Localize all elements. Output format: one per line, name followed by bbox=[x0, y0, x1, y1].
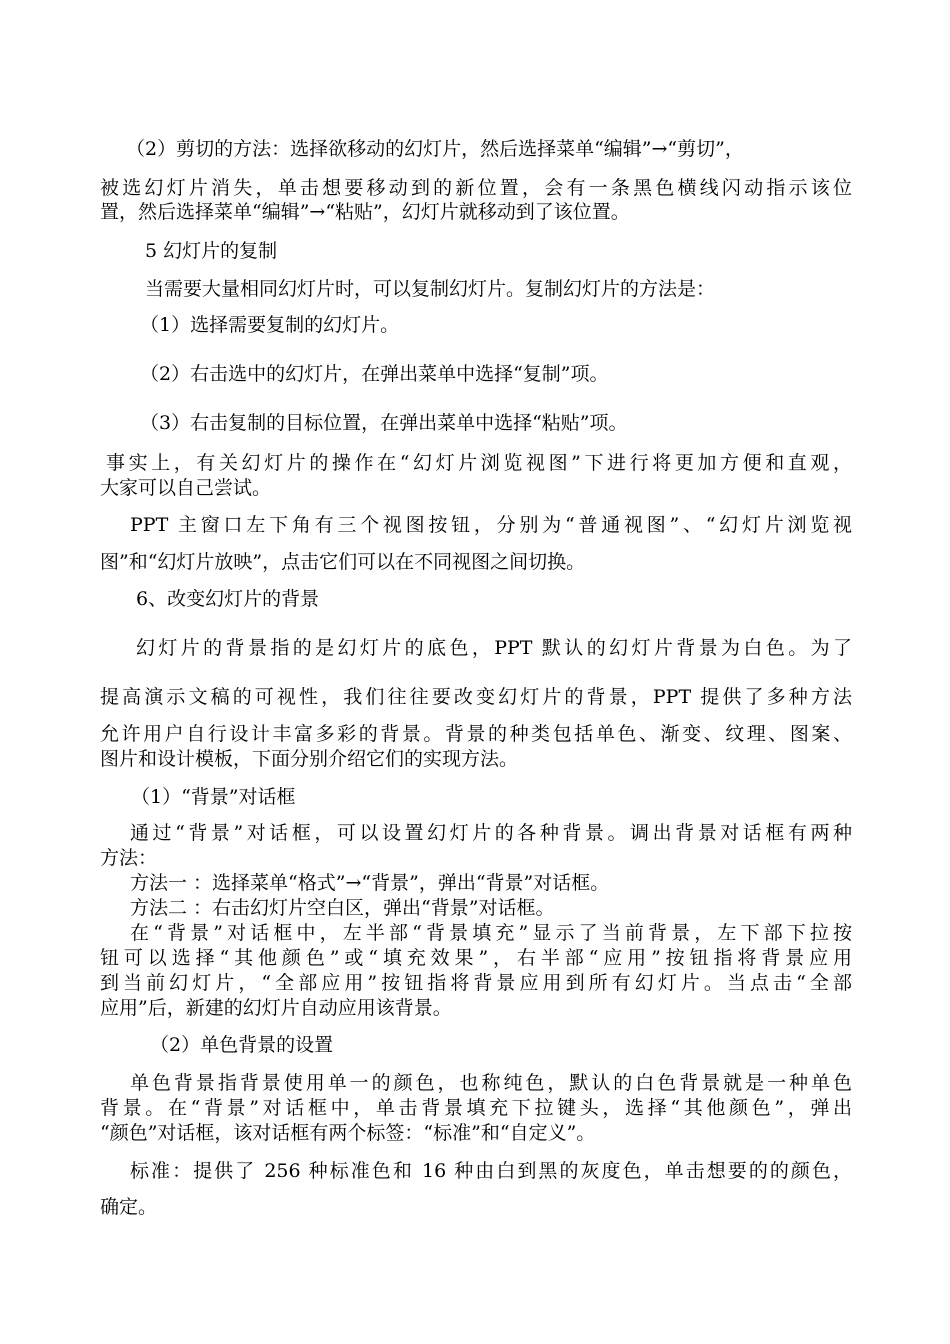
paragraph-line: 通过“背景”对话框，可以设置幻灯片的各种背景。调出背景对话框有两种 bbox=[130, 822, 852, 844]
section-heading: 6、改变幻灯片的背景 bbox=[136, 588, 320, 610]
subsection-heading: （2）单色背景的设置 bbox=[150, 1034, 334, 1056]
paragraph-line: 方法： bbox=[100, 847, 158, 869]
subsection-heading: （1）“背景”对话框 bbox=[131, 786, 296, 808]
paragraph-line: 钮可以选择“其他颜色”或“填充效果”，右半部“应用”按钮指将背景应用 bbox=[100, 947, 852, 969]
paragraph-line: 确定。 bbox=[100, 1196, 158, 1218]
paragraph-line: 单色背景指背景使用单一的颜色，也称纯色，默认的白色背景就是一种单色 bbox=[130, 1072, 852, 1094]
paragraph-line: PPT 主窗口左下角有三个视图按钮，分别为“普通视图”、“幻灯片浏览视 bbox=[130, 514, 852, 536]
paragraph-line: 图片和设计模板，下面分别介绍它们的实现方法。 bbox=[100, 748, 519, 770]
paragraph-line: 当需要大量相同幻灯片时，可以复制幻灯片。复制幻灯片的方法是： bbox=[145, 278, 716, 300]
paragraph-line: 背景。在“背景”对话框中，单击背景填充下拉键头，选择“其他颜色”，弹出 bbox=[100, 1097, 852, 1119]
paragraph-line: 大家可以自己尝试。 bbox=[100, 477, 272, 499]
paragraph-line: 提高演示文稿的可视性，我们往往要改变幻灯片的背景，PPT 提供了多种方法 bbox=[100, 686, 852, 708]
section-heading: 5 幻灯片的复制 bbox=[145, 240, 278, 262]
paragraph-line: 应用”后，新建的幻灯片自动应用该背景。 bbox=[100, 997, 452, 1019]
paragraph-line: 允许用户自行设计丰富多彩的背景。背景的种类包括单色、渐变、纹理、图案、 bbox=[100, 723, 852, 745]
paragraph-line: 标准：提供了 256 种标准色和 16 种由白到黑的灰度色，单击想要的的颜色， bbox=[130, 1160, 852, 1182]
paragraph-line: 置，然后选择菜单“编辑”→“粘贴”，幻灯片就移动到了该位置。 bbox=[100, 201, 630, 223]
list-item: （2）右击选中的幻灯片，在弹出菜单中选择“复制”项。 bbox=[140, 363, 609, 385]
paragraph-line: 在“背景”对话框中，左半部“背景填充”显示了当前背景，左下部下拉按 bbox=[130, 922, 852, 944]
list-item: （1）选择需要复制的幻灯片。 bbox=[140, 314, 400, 336]
paragraph-line: 方法二 ：右击幻灯片空白区，弹出“背景”对话框。 bbox=[130, 897, 555, 919]
list-item: （3）右击复制的目标位置，在弹出菜单中选择“粘贴”项。 bbox=[140, 412, 628, 434]
paragraph-line: 方法一 ：选择菜单“格式”→“背景”，弹出“背景”对话框。 bbox=[130, 872, 610, 894]
paragraph-line: 图”和“幻灯片放映”，点击它们可以在不同视图之间切换。 bbox=[100, 551, 586, 573]
paragraph-line: （2）剪切的方法：选择欲移动的幻灯片，然后选择菜单“编辑”→“剪切”， bbox=[126, 138, 744, 160]
paragraph-line: “颜色”对话框，该对话框有两个标签：“标准”和“自定义”。 bbox=[100, 1122, 596, 1144]
paragraph-line: 到当前幻灯片，“全部应用”按钮指将背景应用到所有幻灯片。当点击“全部 bbox=[100, 972, 852, 994]
paragraph-line: 幻灯片的背景指的是幻灯片的底色，PPT 默认的幻灯片背景为白色。为了 bbox=[136, 637, 852, 659]
paragraph-line: 被选幻灯片消失，单击想要移动到的新位置，会有一条黑色横线闪动指示该位 bbox=[100, 177, 852, 199]
paragraph-line: 事实上，有关幻灯片的操作在“幻灯片浏览视图”下进行将更加方便和直观， bbox=[106, 452, 852, 474]
